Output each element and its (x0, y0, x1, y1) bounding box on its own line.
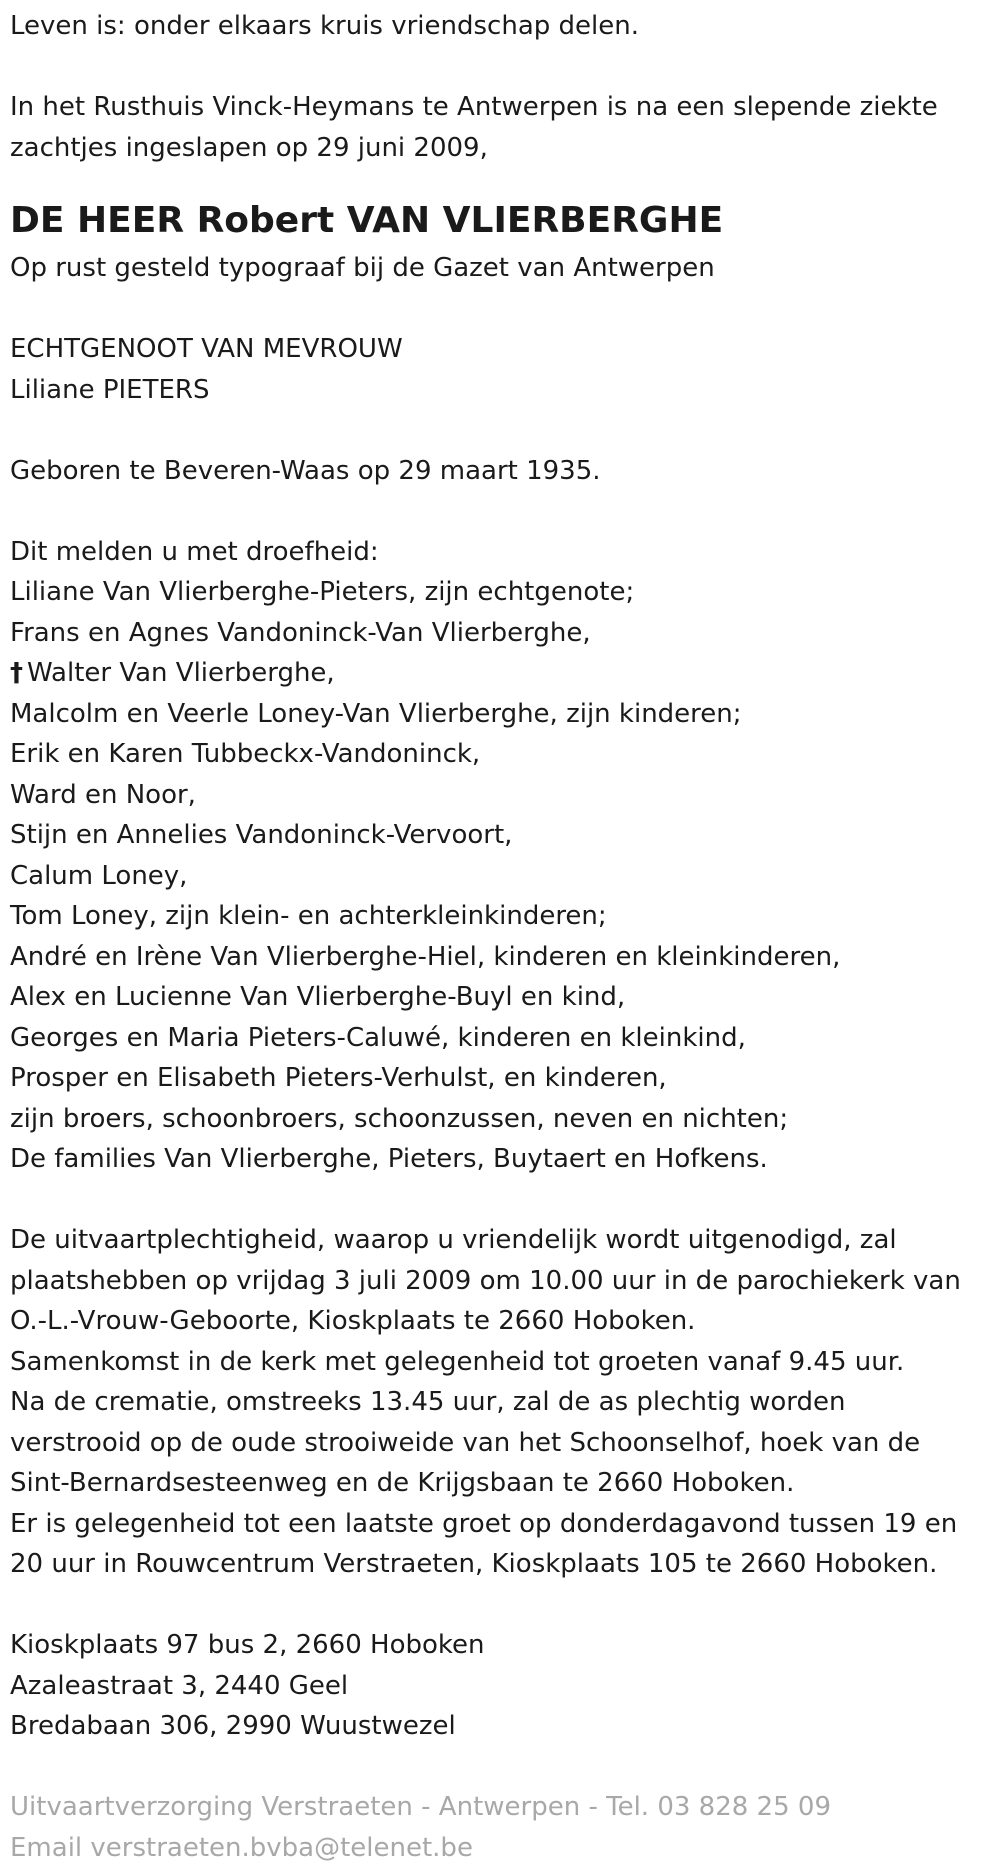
spacer (10, 47, 1000, 88)
funeral-home-footer (10, 1787, 1000, 1868)
ceremony-line: plaatshebben op vrijdag 3 juli 2009 om 10.00 uur in de parochiekerk van (10, 1265, 961, 1296)
motto: Leven is: onder elkaars kruis vriendschap delen. (10, 11, 639, 41)
mourner-line: Liliane Van Vlierberghe-Pieters, zijn echtgenote; (10, 577, 635, 607)
funeral-home-email: Email verstraeten.bvba@telenet.be (10, 1832, 473, 1863)
address-line: Bredabaan 306, 2990 Wuustwezel (10, 1711, 456, 1741)
ceremony-line: verstrooid op de oude strooiweide van het Schoonselhof, hoek van de (10, 1427, 921, 1458)
mourner-line: Alex en Lucienne Van Vlierberghe-Buyl en kind, (10, 982, 626, 1012)
mourner-line: De families Van Vlierberghe, Pieters, Buytaert en Hofkens. (10, 1144, 768, 1174)
spacer (10, 410, 1000, 451)
birth-info: Geboren te Beveren-Waas op 29 maart 1935. (10, 455, 601, 486)
mourner-line: Malcolm en Veerle Loney-Van Vlierberghe, zijn kinderen; (10, 698, 742, 729)
mourner-line: Ward en Noor, (10, 779, 196, 810)
mourner-line: Erik en Karen Tubbeckx-Vandoninck, (10, 739, 481, 769)
deceased-name: DE HEER Robert VAN VLIERBERGHE (10, 200, 724, 241)
spacer (10, 1180, 1000, 1221)
funeral-home-contact: Uitvaartverzorging Verstraeten - Antwerpen - Tel. 03 828 25 09 (10, 1792, 831, 1822)
spacer (10, 168, 1000, 194)
spacer (10, 1747, 1000, 1788)
mourner-line: Stijn en Annelies Vandoninck-Vervoort, (10, 820, 513, 850)
intro-line: zachtjes ingeslapen op 29 juni 2009, (10, 132, 488, 163)
mourner-line: Tom Loney, zijn klein- en achterkleinkinderen; (10, 901, 607, 931)
ceremony-line: Sint-Bernardsesteenweg en de Krijgsbaan te 2660 Hoboken. (10, 1468, 795, 1498)
ceremony-line: Na de crematie, omstreeks 13.45 uur, zal de as plechtig worden (10, 1387, 846, 1417)
cross-icon: † (10, 658, 23, 688)
address-line: Azaleastraat 3, 2440 Geel (10, 1670, 349, 1701)
ceremony-line: Samenkomst in de kerk met gelegenheid tot groeten vanaf 9.45 uur. (10, 1346, 905, 1377)
ceremony-line: 20 uur in Rouwcentrum Verstraeten, Kioskplaats 105 te 2660 Hoboken. (10, 1549, 938, 1579)
mourner-line: Georges en Maria Pieters-Caluwé, kinderen en kleinkind, (10, 1022, 746, 1053)
spouse-name: Liliane PIETERS (10, 374, 210, 405)
occupation: Op rust gesteld typograaf bij de Gazet van Antwerpen (10, 253, 715, 283)
mourner-line: Prosper en Elisabeth Pieters-Verhulst, en kinderen, (10, 1063, 667, 1093)
mourner-name: Walter Van Vlierberghe, (27, 658, 335, 688)
ceremony-line: Er is gelegenheid tot een laatste groet op donderdagavond tussen 19 en (10, 1508, 958, 1539)
mourner-line: zijn broers, schoonbroers, schoonzussen, neven en nichten; (10, 1103, 789, 1134)
spacer (10, 289, 1000, 330)
mourners-intro: Dit melden u met droefheid: (10, 536, 379, 567)
spacer (10, 491, 1000, 532)
mourner-line: Frans en Agnes Vandoninck-Van Vlierberghe, (10, 617, 591, 648)
spacer (10, 1585, 1000, 1626)
mourner-line-deceased (10, 653, 1000, 694)
mourner-line: Calum Loney, (10, 860, 188, 891)
ceremony-line: De uitvaartplechtigheid, waarop u vriendelijk wordt uitgenodigd, zal (10, 1225, 897, 1255)
address-line: Kioskplaats 97 bus 2, 2660 Hoboken (10, 1630, 485, 1660)
intro-line: In het Rusthuis Vinck-Heymans te Antwerpen is na een slepende ziekte (10, 92, 938, 122)
ceremony-line: O.-L.-Vrouw-Geboorte, Kioskplaats te 2660 Hoboken. (10, 1306, 696, 1336)
mourner-line: André en Irène Van Vlierberghe-Hiel, kinderen en kleinkinderen, (10, 941, 841, 972)
spouse-heading: ECHTGENOOT VAN MEVROUW (10, 334, 403, 364)
